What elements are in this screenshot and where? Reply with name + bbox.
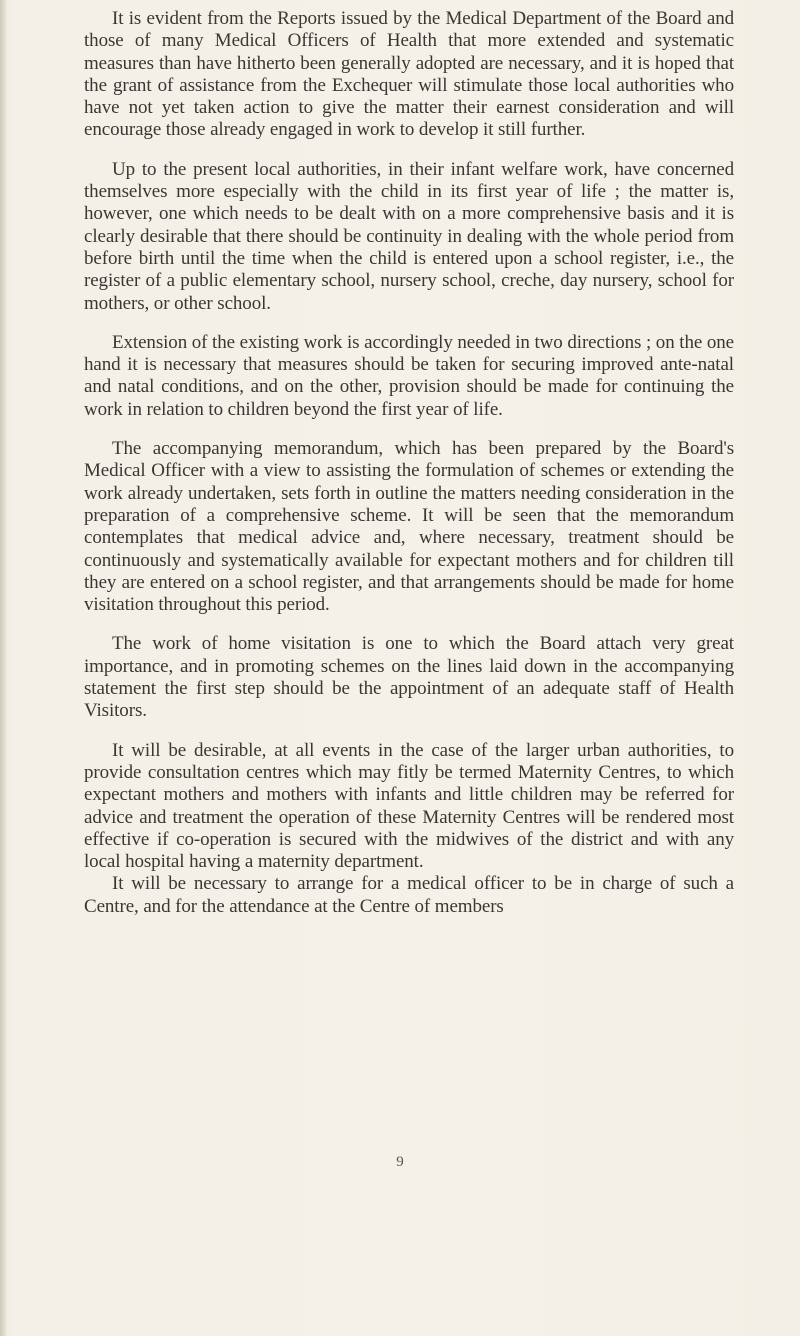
paragraph-2: Up to the present local authorities, in their infant welfare work, have concerned themselves more especially with the child in its first year of life ; the matter is, however, one which needs to be dealt with on a more comprehensive basis and it is clearly desirable that there should be continuity in dealing with the whole period from before birth until the time when the child is entered upon a school register, i.e., the register of a public elementary school, nursery school, creche, day nursery, school for mothers, or other school.: [84, 158, 734, 314]
page-edge-shadow: [0, 0, 6, 1336]
body-text: [84, 8, 734, 918]
paragraph-4: The accompanying memorandum, which has been prepared by the Board's Medical Officer with a view to assisting the formulation of schemes or extending the work already undertaken, sets forth in outline the matters needing consideration in the preparation of a comprehensive scheme. It will be seen that the memorandum contemplates that medical advice and, where necessary, treatment should be continuously and systematically available for expectant mothers and for children till they are entered on a school register, and that arrangements should be made for home visitation throughout this period.: [84, 438, 734, 616]
page-number: 9: [396, 1154, 404, 1170]
paragraph-5: The work of home visitation is one to which the Board attach very great importance, and in promoting schemes on the lines laid down in the accompanying statement the first step should be the appointment of an adequate staff of Health Visitors.: [84, 633, 734, 722]
paragraph-3: Extension of the existing work is accordingly needed in two directions ; on the one hand it is necessary that measures should be taken for securing improved ante-natal and natal conditions, and on the other, provision should be made for continuing the work in relation to children beyond the first year of life.: [84, 331, 734, 420]
paragraph-1: It is evident from the Reports issued by the Medical Department of the Board and those of many Medical Officers of Health that more extended and systematic measures than have hitherto been generally adopted are necessary, and it is hoped that the grant of assistance from the Exchequer will stimulate those local authorities who have not yet taken action to give the matter their earnest consideration and will encourage those already engaged in work to develop it still further.: [84, 8, 734, 141]
paragraph-6: It will be desirable, at all events in the case of the larger urban authorities, to provide consultation centres which may fitly be termed Maternity Centres, to which expectant mothers and mothers with infants and little children may be referred for advice and treatment the operation of these Maternity Centres will be rendered most effective if co-operation is secured with the midwives of the district and with any local hospital having a maternity department.: [84, 739, 734, 873]
paragraph-7: It will be necessary to arrange for a medical officer to be in charge of such a Centre, and for the attendance at the Centre of members: [84, 873, 734, 917]
